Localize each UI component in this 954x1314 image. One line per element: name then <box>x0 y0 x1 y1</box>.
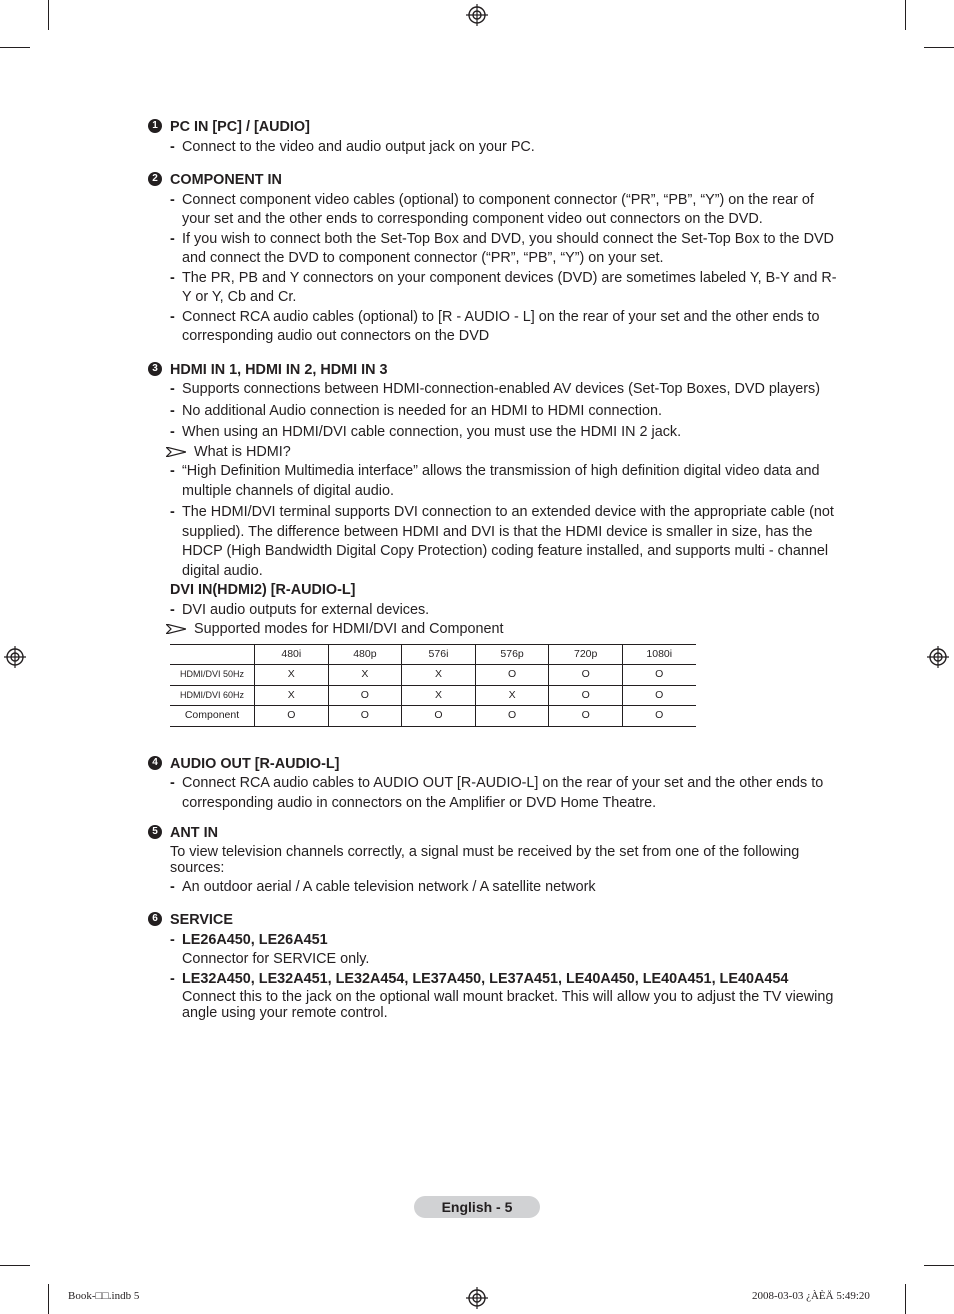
section-number-badge: 3 <box>148 362 162 376</box>
subsection-title: DVI IN(HDMI2) [R-AUDIO-L] <box>170 582 356 598</box>
supported-modes-table <box>170 644 696 727</box>
registration-mark-icon <box>927 646 949 668</box>
table-cell: 720p <box>549 644 623 665</box>
model-item: - LE32A450, LE32A451, LE32A454, LE37A450, LE37A451, LE40A450, LE40A451, LE40A454 <box>170 970 789 987</box>
registration-mark-icon <box>466 4 488 26</box>
note-line: Supported modes for HDMI/DVI and Component <box>148 620 838 640</box>
crop-mark <box>924 1265 954 1266</box>
table-cell <box>170 644 255 665</box>
crop-mark <box>905 1284 906 1314</box>
section-number-badge: 6 <box>148 912 162 926</box>
section-number-badge: 4 <box>148 756 162 770</box>
bullet-item: - Connect to the video and audio output jack on your PC. <box>170 138 535 155</box>
table-cell: O <box>622 665 695 686</box>
bullet-item: - The PR, PB and Y connectors on your component devices (DVD) are sometimes labeled Y, B-Y and R-Y or Y, Cb and Cr. <box>170 269 837 305</box>
crop-mark <box>905 0 906 30</box>
table-cell: 480p <box>328 644 402 665</box>
section-service <box>148 911 838 1021</box>
section-audio-out <box>148 755 838 814</box>
section-text: To view television channels correctly, a signal must be received by the set from one of the following sources: <box>170 843 800 876</box>
bullet-item: - Connect component video cables (optional) to component connector (“PR”, “PB”, “Y”) on the rear of your set and the other ends to corresponding component video out connectors on the DVD. <box>170 191 814 227</box>
table-cell: O <box>549 665 623 686</box>
print-timestamp: 2008-03-03 ¿ÀÈÄ 5:49:20 <box>752 1290 870 1302</box>
bullet-item: - No additional Audio connection is needed for an HDMI to HDMI connection. <box>170 402 662 419</box>
crop-mark <box>0 1265 30 1266</box>
table-cell: O <box>549 685 623 706</box>
table-cell: O <box>255 706 329 727</box>
table-cell: O <box>622 685 695 706</box>
table-cell: O <box>475 665 549 686</box>
table-cell: 576i <box>402 644 476 665</box>
table-cell: HDMI/DVI 50Hz <box>170 665 255 686</box>
section-title: SERVICE <box>170 912 233 928</box>
table-cell: O <box>328 685 402 706</box>
table-cell: X <box>255 685 329 706</box>
registration-mark-icon <box>4 646 26 668</box>
note-arrow-icon <box>166 447 186 457</box>
section-number-badge: 1 <box>148 119 162 133</box>
table-row <box>170 706 696 727</box>
section-number-badge: 2 <box>148 172 162 186</box>
table-cell: X <box>475 685 549 706</box>
table-cell: Component <box>170 706 255 727</box>
bullet-item: - DVI audio outputs for external devices. <box>170 601 430 618</box>
table-row <box>170 685 696 706</box>
table-cell: 576p <box>475 644 549 665</box>
section-title: HDMI IN 1, HDMI IN 2, HDMI IN 3 <box>170 361 388 378</box>
bullet-item: - The HDMI/DVI terminal supports DVI connection to an extended device with the appropriate cable (not supplied). The difference between HDMI and DVI is that the HDMI device is smaller in size, has the HDCP (High Bandwidth Digital Copy Protection) coding feature installed, and supports multi - channel digital audio. <box>170 504 834 579</box>
section-pc-in <box>148 118 838 157</box>
table-cell: 1080i <box>622 644 695 665</box>
file-slug: Book-□□.indb 5 <box>68 1290 140 1302</box>
section-component-in <box>148 171 838 347</box>
model-description: Connect this to the jack on the optional wall mount bracket. This will allow you to adjust the TV viewing angle using your remote control. <box>182 989 834 1021</box>
table-header-row <box>170 644 696 665</box>
table-cell: O <box>475 706 549 727</box>
table-cell: X <box>255 665 329 686</box>
table-cell: O <box>328 706 402 727</box>
bullet-item: - Supports connections between HDMI-connection-enabled AV devices (Set-Top Boxes, DVD players) <box>170 381 821 397</box>
crop-mark <box>48 1284 49 1314</box>
section-hdmi-in <box>148 361 838 727</box>
section-title: AUDIO OUT [R-AUDIO-L] <box>170 755 340 772</box>
note-arrow-icon <box>166 624 186 634</box>
table-cell: O <box>622 706 695 727</box>
section-number-badge: 5 <box>148 825 162 839</box>
table-cell: O <box>402 706 476 727</box>
bullet-item: - Connect RCA audio cables to AUDIO OUT [R-AUDIO-L] on the rear of your set and the other ends to corresponding audio in connectors on the Amplifier or DVD Home Theatre. <box>170 775 824 811</box>
crop-mark <box>48 0 49 30</box>
note-line: What is HDMI? <box>148 443 838 463</box>
table-cell: X <box>328 665 402 686</box>
table-row <box>170 665 696 686</box>
registration-mark-icon <box>466 1287 488 1309</box>
table-cell: HDMI/DVI 60Hz <box>170 685 255 706</box>
model-item: - LE26A450, LE26A451 <box>170 931 328 948</box>
section-title: PC IN [PC] / [AUDIO] <box>170 119 310 135</box>
table-cell: 480i <box>255 644 329 665</box>
table-cell: X <box>402 665 476 686</box>
table-cell: X <box>402 685 476 706</box>
section-title: ANT IN <box>170 825 218 841</box>
bullet-item: - Connect RCA audio cables (optional) to [R - AUDIO - L] on the rear of your set and the other ends to corresponding audio out connectors on the DVD <box>170 308 820 344</box>
section-ant-in <box>148 824 838 897</box>
bullet-item: - An outdoor aerial / A cable television network / A satellite network <box>170 878 596 895</box>
bullet-item: - If you wish to connect both the Set-Top Box and DVD, you should connect the Set-Top Box to the DVD and connect the DVD to component connector (“PR”, “PB”, “Y”) on your set. <box>170 230 834 266</box>
crop-mark <box>0 47 30 48</box>
bullet-item: - When using an HDMI/DVI cable connection, you must use the HDMI IN 2 jack. <box>170 424 682 440</box>
model-description: Connector for SERVICE only. <box>182 951 370 967</box>
page-number-badge: English - 5 <box>414 1196 540 1218</box>
table-cell: O <box>549 706 623 727</box>
section-title: COMPONENT IN <box>170 172 282 188</box>
page-content <box>148 118 838 1021</box>
crop-mark <box>924 47 954 48</box>
bullet-item: - “High Definition Multimedia interface” allows the transmission of high definition digital video data and multiple channels of digital audio. <box>170 463 820 499</box>
